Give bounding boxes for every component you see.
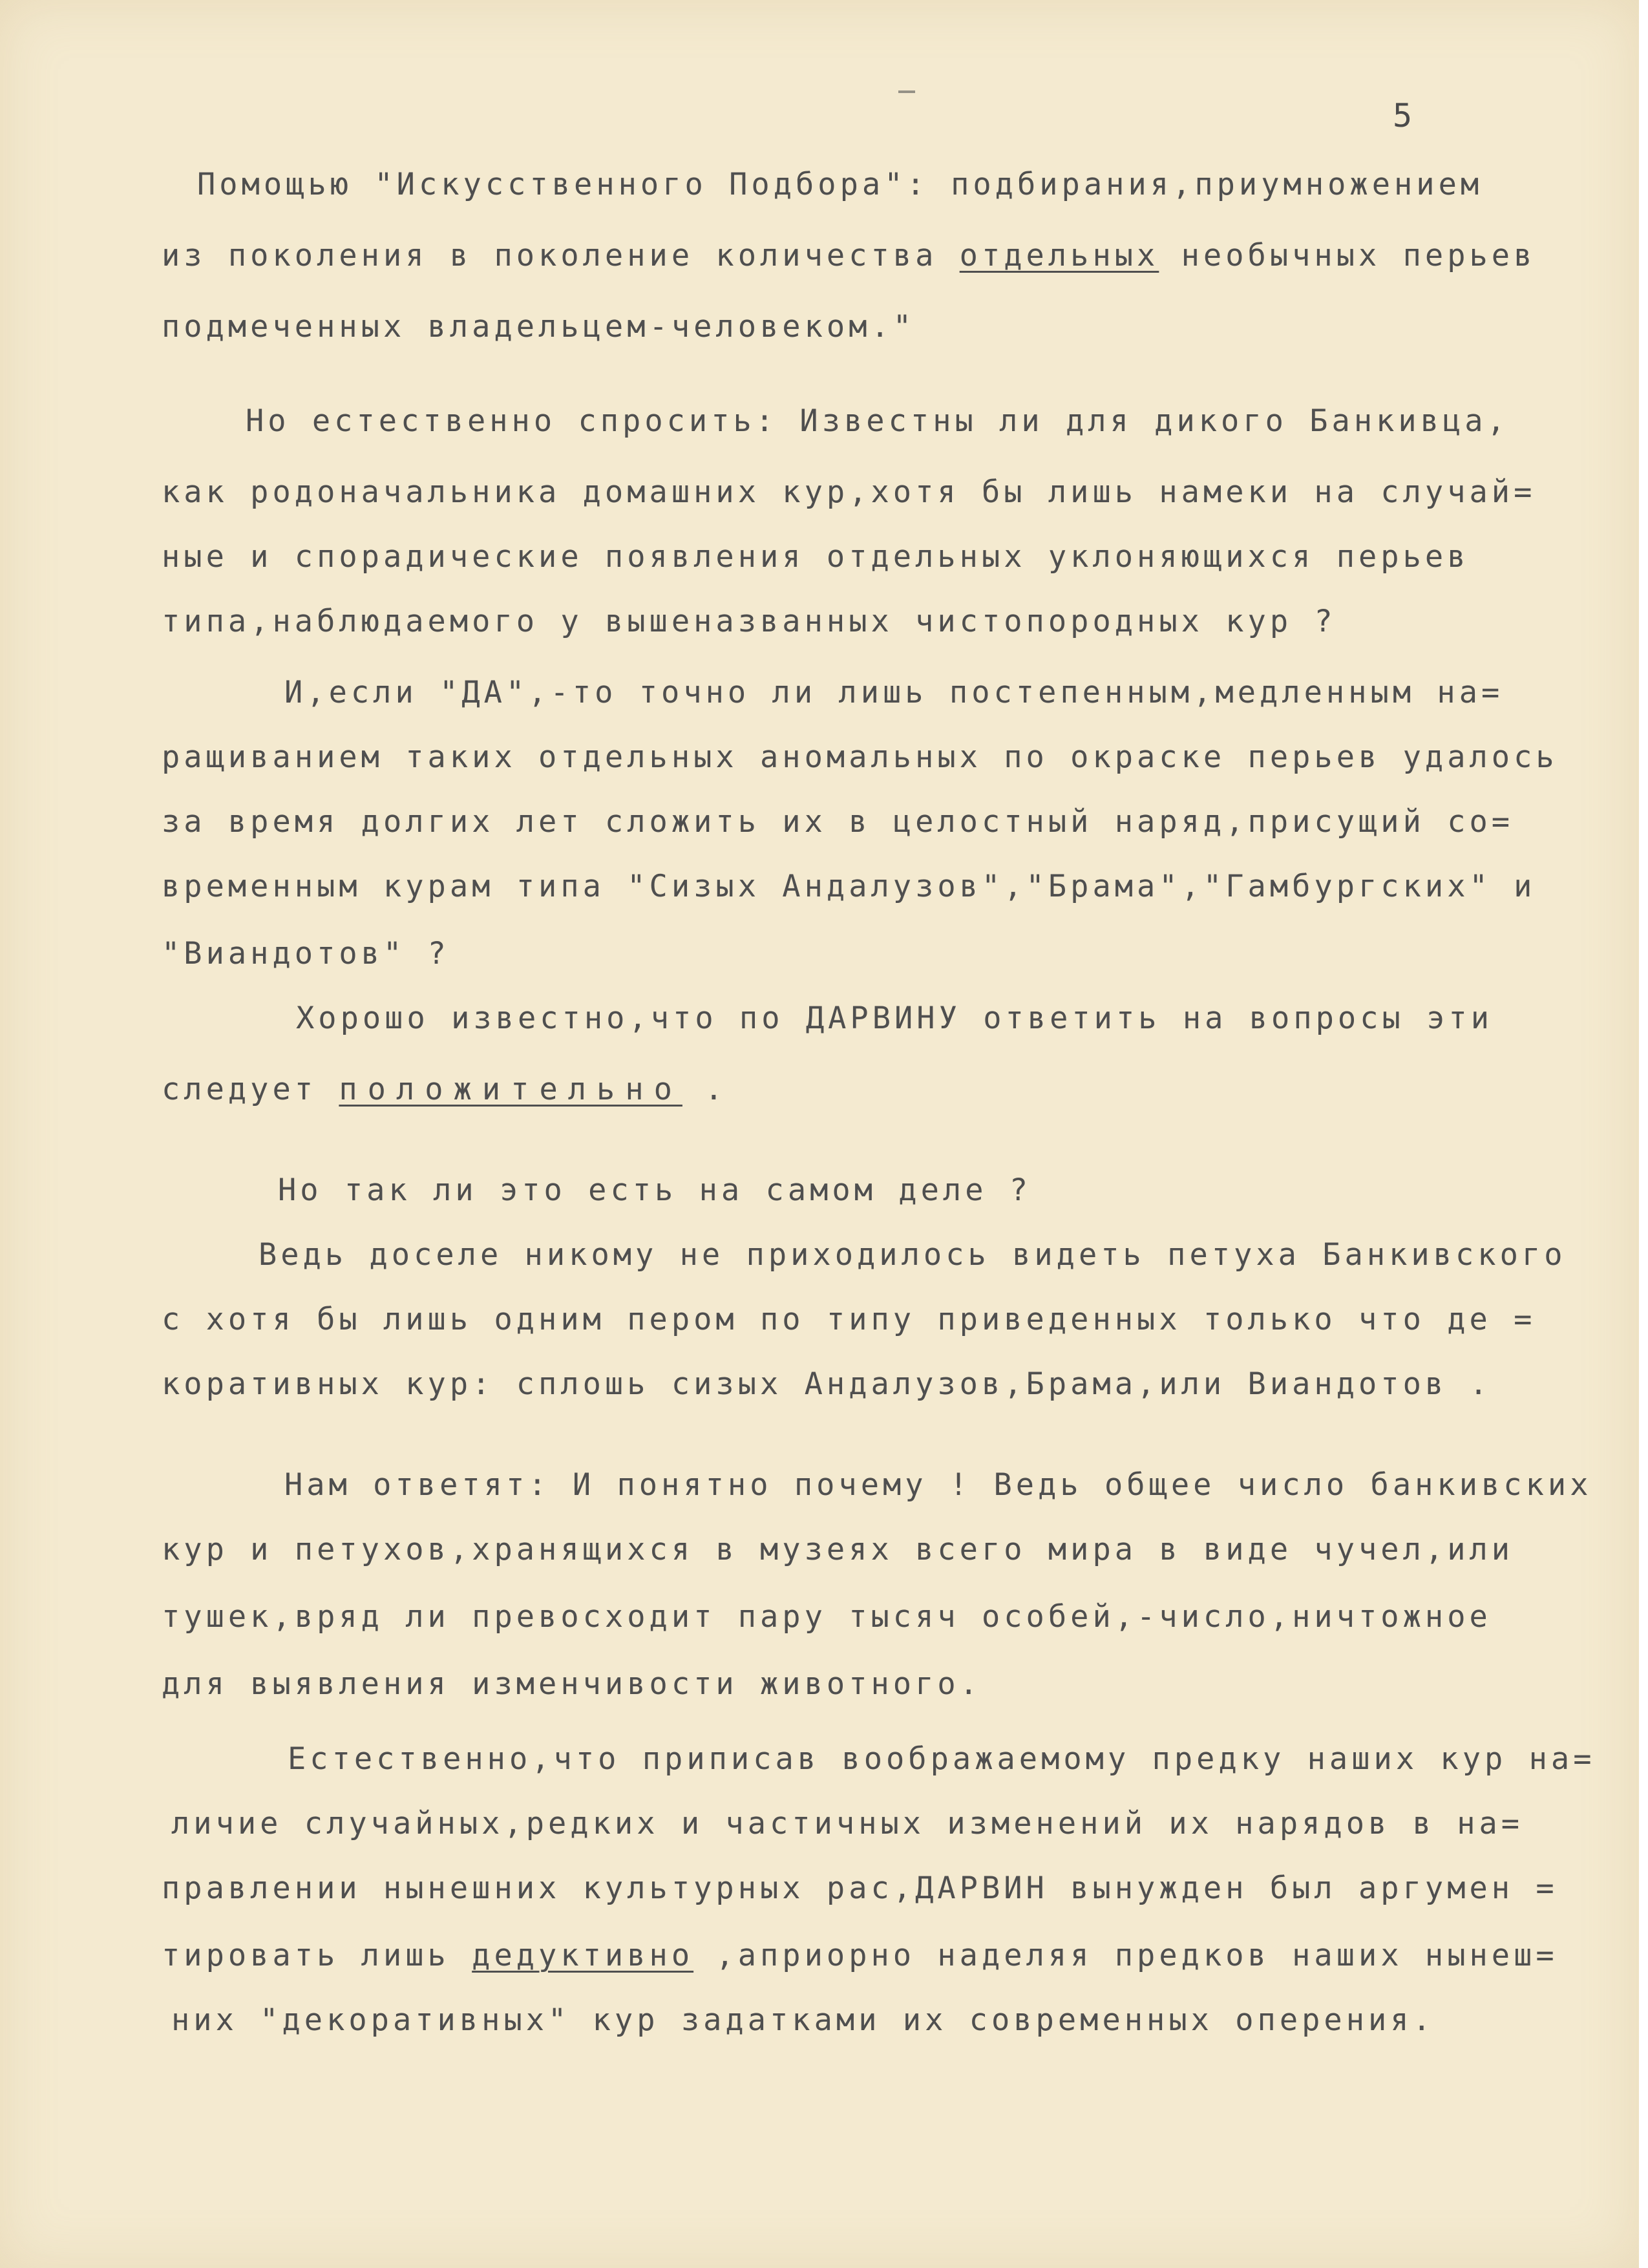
- text-line-11: [162, 871, 1536, 902]
- underlined-word: дедуктивно: [472, 1938, 694, 1973]
- line-text: кур и петухов,хранящихся в музеях всего мира в виде чучел,или: [162, 1532, 1514, 1567]
- line-text: для выявления изменчивости животного.: [162, 1666, 982, 1702]
- text-line-19: [284, 1467, 1592, 1503]
- text-line-7: [162, 606, 1336, 637]
- line-text: временным курам типа "Сизых Андалузов","Брама","Гамбургских" и: [162, 869, 1536, 904]
- line-text: с хотя бы лишь одним пером по типу приведенных только что де =: [162, 1302, 1536, 1337]
- text-line-9: [162, 739, 1558, 775]
- text-line-24: [171, 1808, 1523, 1839]
- text-line-26: [162, 1940, 1558, 1971]
- text-line-3: [162, 309, 916, 344]
- text-line-13: [296, 1001, 1494, 1036]
- line-text: личие случайных,редких и частичных изменений их нарядов в на=: [171, 1806, 1524, 1841]
- line-text: за время долгих лет сложить их в целостный наряд,присущий со=: [162, 804, 1514, 840]
- line-text: Хорошо известно,что по ДАРВИНУ ответить на вопросы эти: [296, 1001, 1494, 1036]
- text-line-25: [162, 1871, 1558, 1906]
- line-text: "Виандотов" ?: [162, 936, 450, 971]
- text-line-20: [162, 1534, 1514, 1565]
- line-text: как родоначальника домашних кур,хотя бы лишь намеки на случай=: [162, 474, 1536, 510]
- text-line-23: [288, 1741, 1596, 1777]
- text-line-8: [284, 677, 1503, 708]
- line-text: необычных перьев: [1159, 238, 1536, 273]
- text-line-12: [162, 938, 450, 969]
- text-line-2: [162, 240, 1536, 271]
- line-text: правлении нынешних культурных рас,ДАРВИН вынужден был аргумен =: [162, 1871, 1558, 1906]
- line-text: тушек,вряд ли превосходит пару тысяч особей,-число,ничтожное: [162, 1599, 1492, 1635]
- line-text: коративных кур: сплошь сизых Андалузов,Брама,или Виандотов .: [162, 1366, 1492, 1402]
- text-line-18: [162, 1366, 1492, 1402]
- line-text: .: [682, 1072, 727, 1107]
- text-line-6: [162, 539, 1470, 575]
- text-line-21: [162, 1599, 1492, 1635]
- text-line-4: [246, 403, 1509, 439]
- text-line-14: [162, 1074, 727, 1105]
- text-line-27: [171, 2002, 1435, 2038]
- text-line-16: [259, 1237, 1567, 1273]
- line-text: них "декоративных" кур задатками их современных оперения.: [171, 2002, 1435, 2038]
- line-text: следует: [162, 1072, 339, 1107]
- line-text: ращиванием таких отдельных аномальных по окраске перьев удалось: [162, 739, 1558, 775]
- line-text: Ведь доселе никому не приходилось видеть петуха Банкивского: [259, 1237, 1567, 1273]
- scan-edge: [1639, 0, 1648, 2268]
- underlined-word: отдельных: [959, 238, 1159, 273]
- line-text: Естественно,что приписав воображаемому предку наших кур на=: [288, 1741, 1596, 1777]
- line-text: Но естественно спросить: Известны ли для дикого Банкивца,: [246, 403, 1509, 439]
- line-text: подмеченных владельцем-человеком.": [162, 309, 916, 344]
- underlined-word: положительно: [339, 1072, 682, 1107]
- page-number: 5: [1393, 97, 1414, 134]
- text-line-1: [197, 169, 1483, 200]
- text-line-22: [162, 1666, 982, 1702]
- line-text: ные и спорадические появления отдельных уклоняющихся перьев: [162, 539, 1470, 575]
- line-text: Помощью "Искусственного Подбора": подбирания,приумножением: [197, 167, 1483, 202]
- line-text: Нам ответят: И понятно почему ! Ведь общее число банкивских: [284, 1467, 1592, 1503]
- text-line-15: [278, 1172, 1032, 1208]
- text-line-5: [162, 474, 1536, 510]
- line-text: ,априорно наделяя предков наших нынеш=: [693, 1938, 1558, 1973]
- text-line-17: [162, 1304, 1536, 1335]
- line-text: тировать лишь: [162, 1938, 472, 1973]
- line-text: И,если "ДА",-то точно ли лишь постепенным,медленным на=: [284, 675, 1504, 710]
- line-text: типа,наблюдаемого у вышеназванных чистопородных кур ?: [162, 604, 1336, 639]
- line-text: Но так ли это есть на самом деле ?: [278, 1172, 1032, 1208]
- text-line-10: [162, 804, 1514, 840]
- line-text: из поколения в поколение количества: [162, 238, 960, 273]
- ink-mark: [898, 90, 915, 93]
